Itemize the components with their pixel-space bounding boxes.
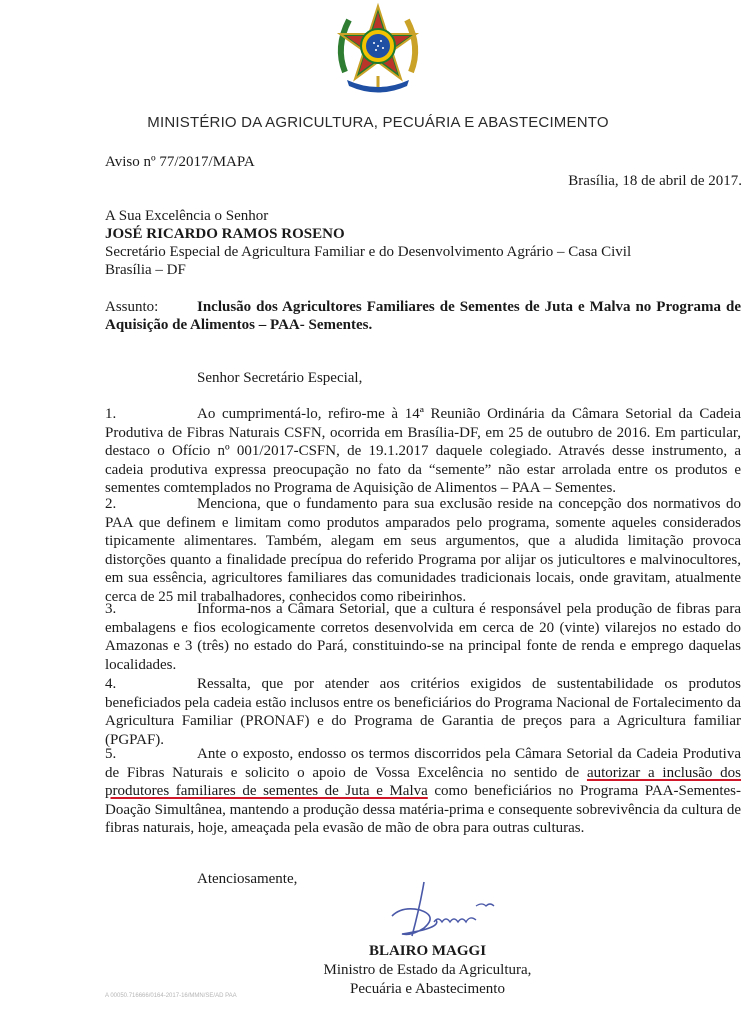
signer-name: BLAIRO MAGGI: [368, 943, 487, 959]
paragraph-number: 1.: [105, 406, 117, 422]
greeting: Senhor Secretário Especial,: [197, 370, 363, 386]
addressee-name: JOSÉ RICARDO RAMOS ROSENO: [105, 226, 345, 242]
paragraph-2: [105, 495, 741, 607]
paragraph-text: Ao cumprimentá-lo, refiro-me à 14ª Reunião Ordinária da Câmara Setorial da Cadeia Produtiva de Fibras Naturais CSFN, ocorrida em Brasília-DF, em 25 de outubro de 2016. Em particular, destaco o Ofício nº 001/2017-CSFN, de 19.1.2017 daquele colegiado. Através desse instrumento, a cadeia produtiva expressa preocupação no fato da “semente” não estar arrolada entre os produtos e sementes comtemplados no Programa de Aquisição de Alimentos – PAA – Sementes.: [105, 406, 741, 497]
paragraph-1: [105, 405, 741, 498]
addressee-title: Secretário Especial de Agricultura Familiar e do Desenvolvimento Agrário – Casa Civil: [105, 244, 632, 260]
handwritten-signature: [372, 876, 512, 946]
addressee-block: [105, 207, 631, 279]
subject-text: Inclusão dos Agricultores Familiares de Sementes de Juta e Malva no Programa de Aquisição de Alimentos – PAA- Sementes.: [105, 299, 741, 333]
paragraph-3: [105, 600, 741, 674]
paragraph-5: [105, 745, 741, 838]
paragraph-4: [105, 675, 741, 749]
document-date: Brasília, 18 de abril de 2017.: [568, 173, 742, 189]
paragraph-text: Ressalta, que por atender aos critérios exigidos de sustentabilidade os produtos beneficiados pela cadeia estão inclusos entre os beneficiários do Programa Nacional de Fortalecimento da Agricultura Familiar (PRONAF) e do Programa de Garantia de preços para a Agricultura familiar (PGPAF).: [105, 676, 741, 748]
ministry-heading: MINISTÉRIO DA AGRICULTURA, PECUÁRIA E ABASTECIMENTO: [147, 114, 609, 131]
signer-role-line-2: Pecuária e Abastecimento: [350, 981, 505, 997]
paragraph-number: 4.: [105, 676, 117, 692]
subject-line: [105, 298, 741, 334]
paragraph-text: Informa-nos a Câmara Setorial, que a cultura é responsável pela produção de fibras para embalagens e fios ecologicamente corretos desenvolvida em cerca de 20 (vinte) vilarejos no estado do Amazonas e 3 (três) no estado do Pará, constituindo-se na principal fonte de renda e emprego daquelas localidades.: [105, 601, 741, 673]
document-reference: Aviso nº 77/2017/MAPA: [105, 154, 255, 170]
paragraph-text-after: como beneficiários no Programa PAA-Sementes-Doação Simultânea, mantendo a produção dessa matéria-prima e consequente sobrevivência da cultura de fibras naturais, hoje, ameaçada pela evasão de mão de obra para outras culturas.: [105, 783, 741, 837]
paragraph-number: 2.: [105, 496, 117, 512]
document-footer-code: A 00050.716666/0164-2017-16/MMN/SE/AD PAA: [105, 993, 237, 999]
paragraph-number: 5.: [105, 746, 117, 762]
paragraph-text: Menciona, que o fundamento para sua exclusão reside na concepção dos normativos do PAA que definem e limitam como produtos amparados pelo programa, somente aqueles considerados tipicamente alimentares. Também, alegam em seus argumentos, que a aludida limitação provoca distorções quanto a finalidade precípua do referido Programa por alijar os juticultores e malvinocultores, em sua essência, agricultores familiares das comunidades tradicionais locais, onde gravitam, atualmente cerca de 25 mil trabalhadores, conhecidos como ribeirinhos.: [105, 496, 741, 605]
addressee-salutation: A Sua Excelência o Senhor: [105, 208, 269, 224]
signer-role-line-1: Ministro de Estado da Agricultura,: [323, 962, 532, 978]
subject-label: Assunto:: [105, 299, 159, 315]
paragraph-text-before: Ante o exposto, endosso os termos discorridos pela Câmara Setorial da Cadeia Produtiva de Fibras Naturais e solicito o apoio de Vossa Excelência no sentido de: [105, 746, 741, 781]
paragraph-number: 3.: [105, 601, 117, 617]
signer-block: [300, 942, 555, 999]
addressee-location: Brasília – DF: [105, 262, 186, 278]
closing: Atenciosamente,: [197, 871, 298, 887]
brazil-coat-of-arms-icon: [331, 2, 425, 94]
highlighted-request: autorizar a inclusão dos produtores familiares de sementes de Juta e Malva: [105, 764, 742, 800]
